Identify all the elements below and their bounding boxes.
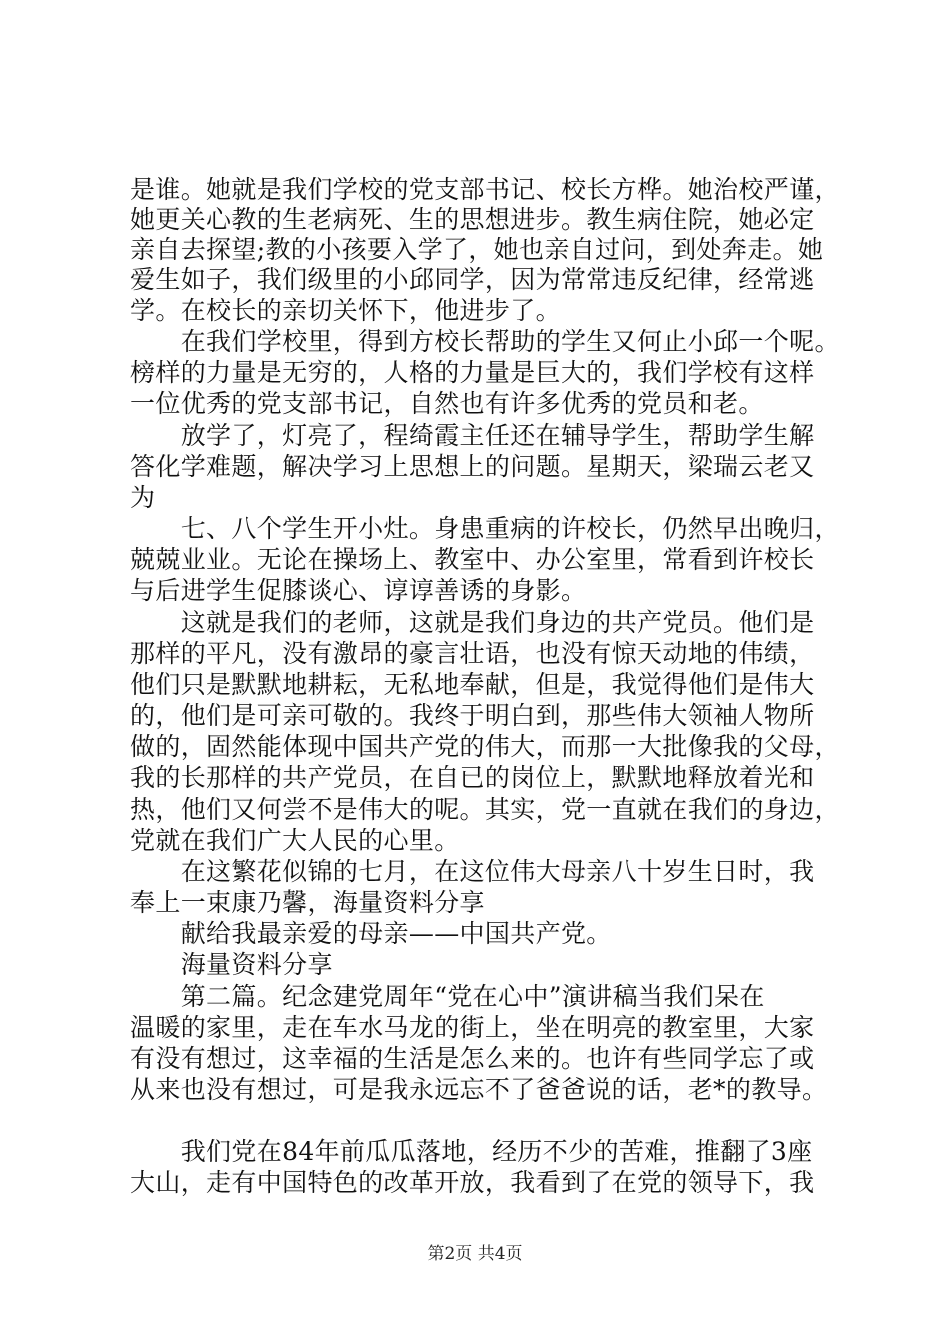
- text-line: 从来也没有想过，可是我永远忘不了爸爸说的话，老*的教导。: [130, 1075, 828, 1104]
- text-line: 他们只是默默地耕耘，无私地奉献，但是，我觉得他们是伟大: [130, 670, 815, 699]
- text-line: 做的，固然能体现中国共产党的伟大，而那一大批像我的父母，: [130, 732, 840, 761]
- text-line: 我们党在84年前瓜瓜落地，经历不少的苦难，推翻了3座: [130, 1137, 813, 1166]
- text-line: 榜样的力量是无穷的，人格的力量是巨大的，我们学校有这样: [130, 358, 815, 387]
- text-line: 海量资料分享: [130, 950, 333, 979]
- text-line: 她更关心教的生老病死、生的思想进步。教生病住院，她必定: [130, 205, 815, 234]
- text-line: 的，他们是可亲可敬的。我终于明白到，那些伟大领袖人物所: [130, 701, 815, 730]
- text-line: 献给我最亲爱的母亲——中国共产党。: [130, 919, 612, 948]
- text-line: 热，他们又何尝不是伟大的呢。其实，党一直就在我们的身边，: [130, 795, 840, 824]
- text-line: 放学了，灯亮了，程绮霞主任还在辅导学生，帮助学生解: [130, 421, 815, 450]
- text-line: 兢兢业业。无论在操场上、教室中、办公室里，常看到许校长: [130, 545, 815, 574]
- text-line: 这就是我们的老师，这就是我们身边的共产党员。他们是: [130, 608, 815, 637]
- page-number-footer: 第2页 共4页: [427, 1244, 523, 1264]
- text-line: 温暖的家里，走在车水马龙的街上，坐在明亮的教室里，大家: [130, 1013, 815, 1042]
- text-line: 那样的平凡，没有激昂的豪言壮语，也没有惊天动地的伟绩，: [130, 639, 815, 668]
- text-line: 为: [130, 483, 156, 512]
- text-line: 与后进学生促膝谈心、谆谆善诱的身影。: [130, 576, 587, 605]
- text-line: 答化学难题，解决学习上思想上的问题。星期天，梁瑞云老又: [130, 452, 815, 481]
- text-line: 是谁。她就是我们学校的党支部书记、校长方桦。她治校严谨，: [130, 175, 840, 204]
- text-line: 一位优秀的党支部书记，自然也有许多优秀的党员和老。: [130, 389, 764, 418]
- text-line: 大山，走有中国特色的改革开放，我看到了在党的领导下，我: [130, 1168, 815, 1197]
- text-line: 党就在我们广大人民的心里。: [130, 826, 460, 855]
- text-line: 爱生如子，我们级里的小邱同学，因为常常违反纪律，经常逃: [130, 265, 815, 294]
- text-line: 有没有想过，这幸福的生活是怎么来的。也许有些同学忘了或: [130, 1044, 815, 1073]
- text-line: 亲自去探望;教的小孩要入学了，她也亲自过问，到处奔走。她: [130, 235, 824, 264]
- text-line: 第二篇。纪念建党周年“党在心中”演讲稿当我们呆在: [130, 982, 765, 1011]
- text-line: 在我们学校里，得到方校长帮助的学生又何止小邱一个呢。: [130, 327, 840, 356]
- text-line: 学。在校长的亲切关怀下，他进步了。: [130, 296, 561, 325]
- text-line: 我的长那样的共产党员，在自已的岗位上，默默地释放着光和: [130, 763, 815, 792]
- text-line: 奉上一束康乃馨，海量资料分享: [130, 888, 485, 917]
- text-line: 在这繁花似锦的七月，在这位伟大母亲八十岁生日时，我: [130, 857, 815, 886]
- text-line: 七、八个学生开小灶。身患重病的许校长，仍然早出晚归，: [130, 514, 840, 543]
